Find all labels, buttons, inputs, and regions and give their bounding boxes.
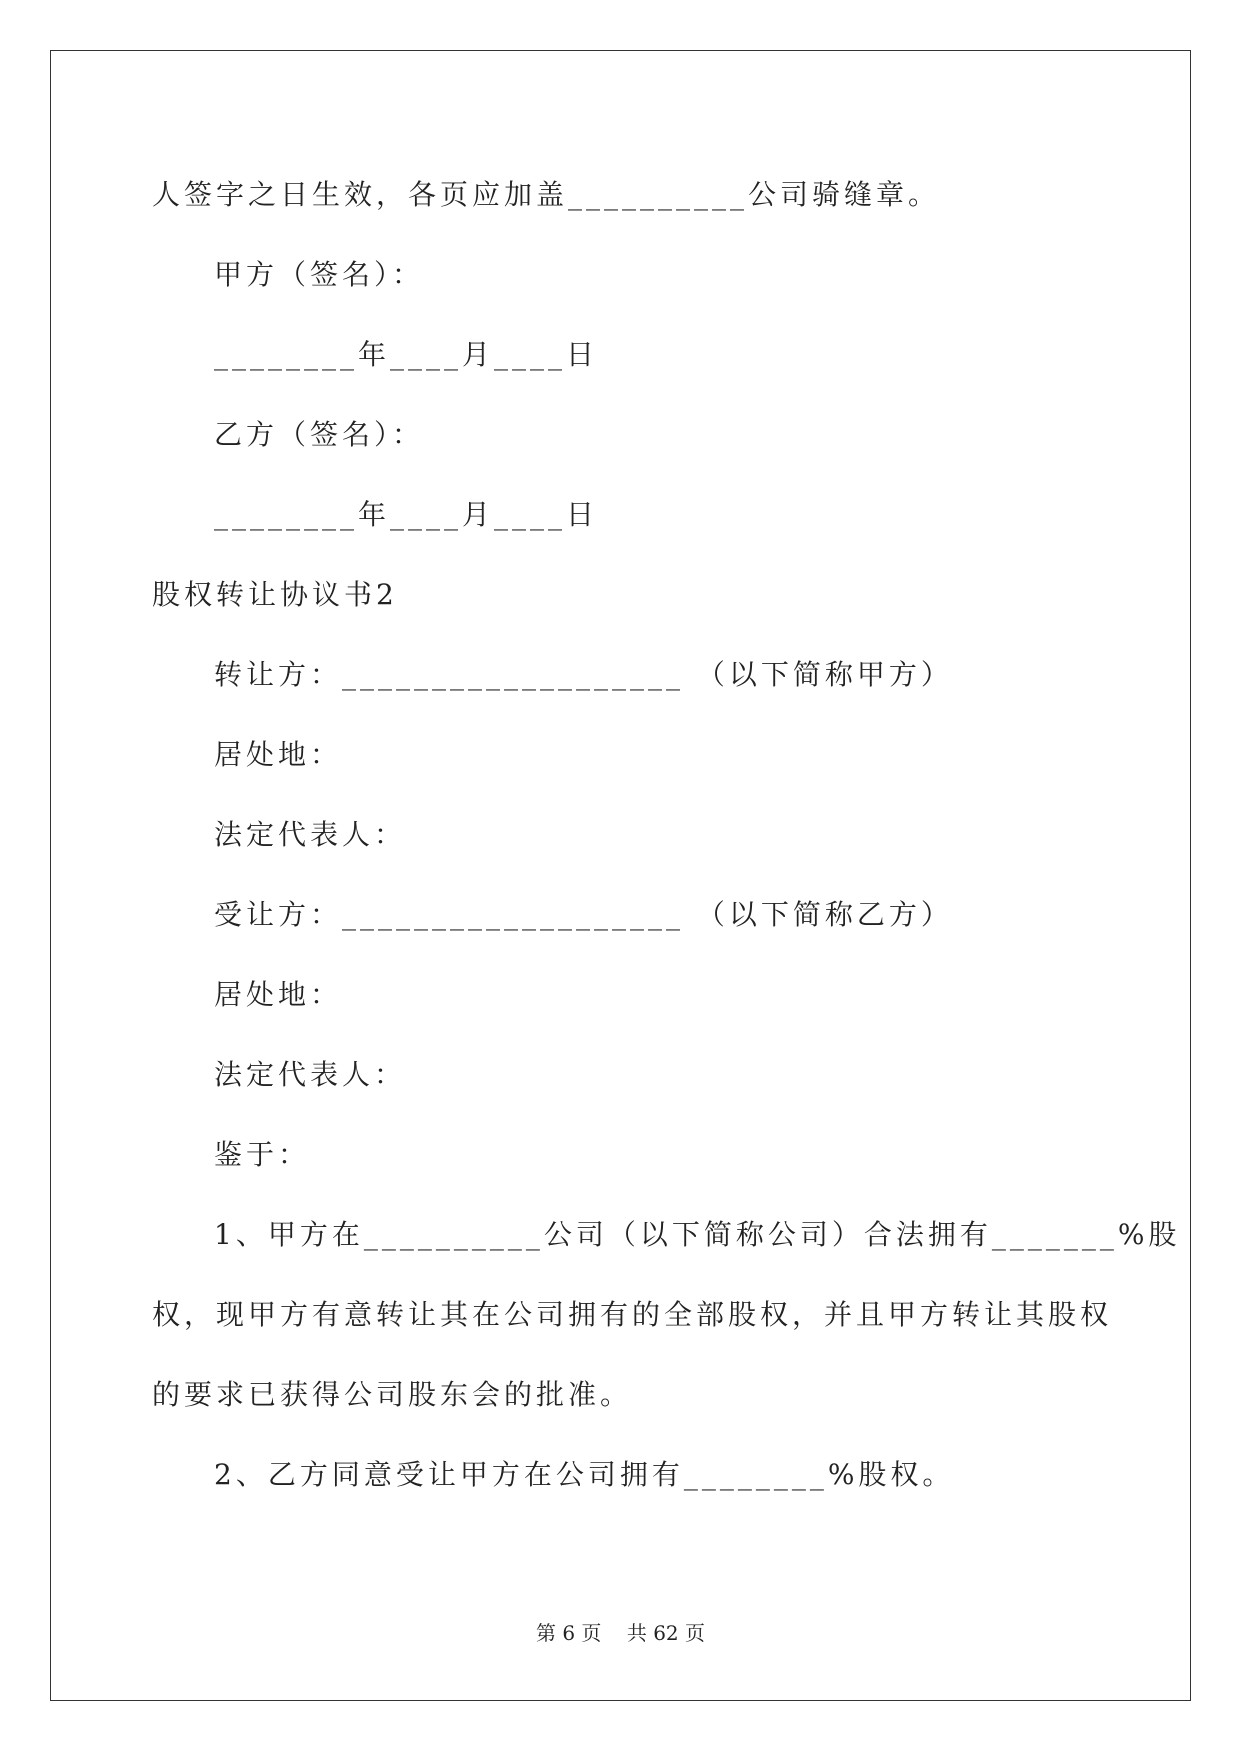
text-line-clause-1c: 的要求已获得公司股东会的批准。 [152, 1378, 633, 1411]
text-line-clause-1b: 权，现甲方有意转让其在公司拥有的全部股权，并且甲方转让其股权 [152, 1298, 1113, 1331]
text-line-party-b-date: ________年____月____日 [214, 498, 599, 531]
text-line-whereas: 鉴于： [214, 1138, 311, 1171]
text-line-signature-effect: 人签字之日生效，各页应加盖__________公司骑缝章。 [152, 178, 941, 211]
text-line-party-a-date: ________年____月____日 [214, 338, 599, 371]
text-line-clause-1a: 1、甲方在__________公司（以下简称公司）合法拥有_______%股 [214, 1218, 1181, 1251]
text-line-transferee-residence: 居处地： [214, 978, 343, 1011]
text-line-transferor-legal-rep: 法定代表人： [214, 818, 407, 851]
text-line-party-b-signature: 乙方（签名）： [214, 418, 425, 451]
text-line-transferee: 受让方：___________________ （以下简称乙方） [214, 898, 953, 931]
section-title: 股权转让协议书2 [152, 578, 398, 611]
text-line-transferee-legal-rep: 法定代表人： [214, 1058, 407, 1091]
text-line-transferor: 转让方：___________________ （以下简称甲方） [214, 658, 953, 691]
text-line-party-a-signature: 甲方（签名）： [214, 258, 425, 291]
page-border [50, 50, 1191, 1701]
text-line-clause-2: 2、乙方同意受让甲方在公司拥有________%股权。 [214, 1458, 955, 1491]
page-number-footer: 第 6 页 共 62 页 [535, 1621, 706, 1645]
text-line-transferor-residence: 居处地： [214, 738, 343, 771]
